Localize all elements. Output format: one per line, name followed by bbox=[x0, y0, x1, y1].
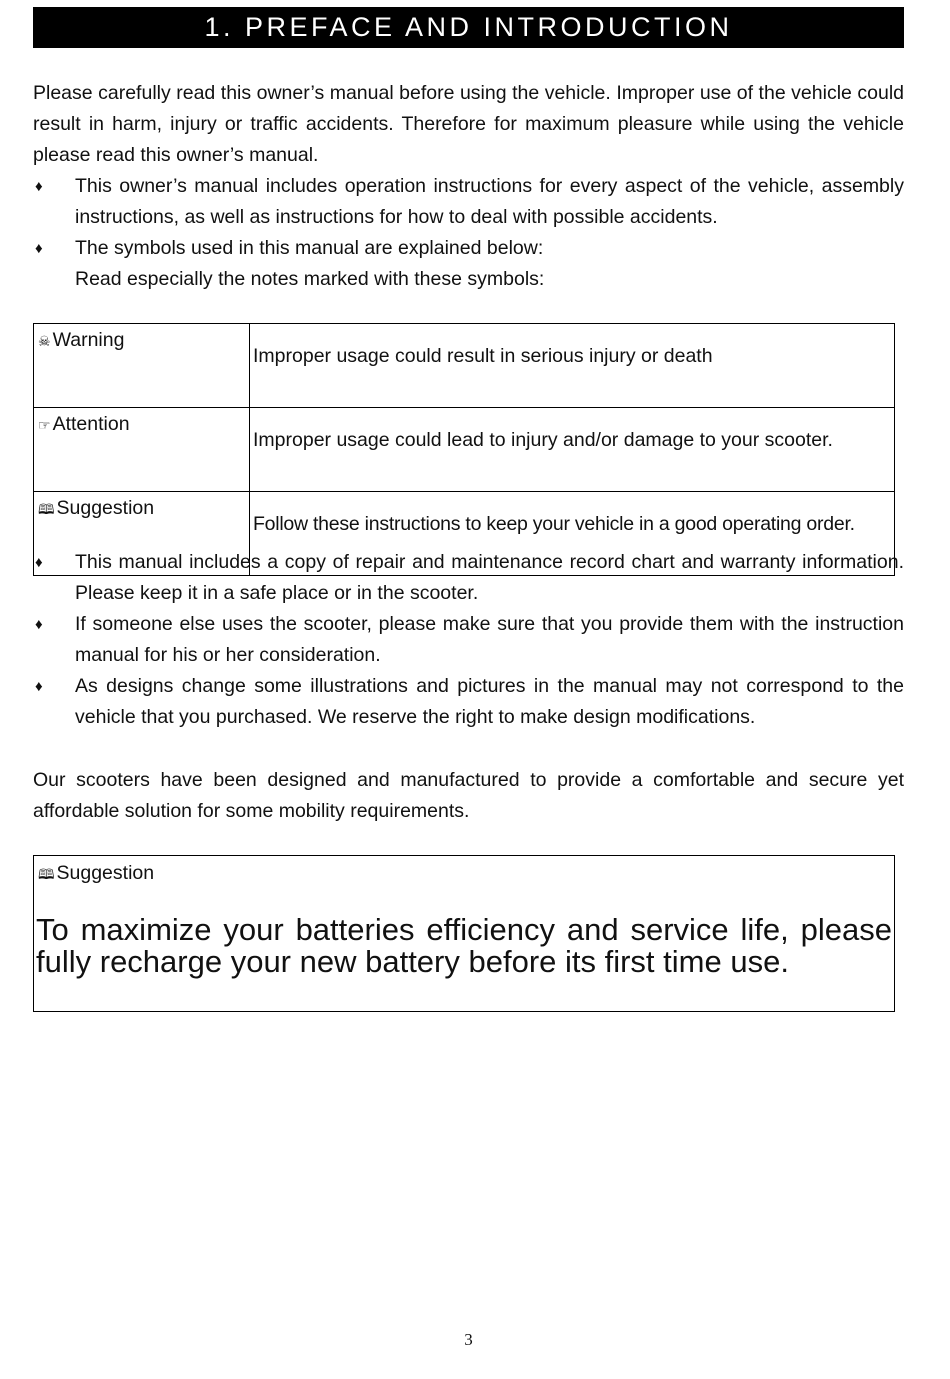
symbols-table bbox=[33, 323, 895, 576]
list-item bbox=[33, 609, 904, 671]
suggestion-box-label: Suggestion bbox=[56, 862, 155, 884]
diamond-bullet-icon: ♦ bbox=[35, 616, 43, 633]
table-row bbox=[34, 408, 895, 492]
symbol-label: Attention bbox=[52, 413, 130, 435]
list-item-text: The symbols used in this manual are explained below: bbox=[75, 237, 544, 259]
skull-warning-icon: ☠ bbox=[38, 333, 51, 349]
suggestion-box-text: To maximize your batteries efficiency and service life, please fully recharge your new battery before its first time use. bbox=[36, 912, 892, 979]
bullet-list-top bbox=[33, 171, 904, 295]
diamond-bullet-icon: ♦ bbox=[35, 240, 43, 257]
page-number: 3 bbox=[464, 1330, 473, 1349]
section-header-bar bbox=[33, 7, 904, 48]
suggestion-box-header bbox=[38, 862, 154, 888]
pointing-hand-icon: ☞ bbox=[38, 417, 51, 433]
bullet-list-bottom bbox=[33, 547, 904, 733]
diamond-bullet-icon: ♦ bbox=[35, 178, 43, 195]
list-item-text: As designs change some illustrations and pictures in the manual may not correspond to the vehicle that you purchased. We reserve the right to make design modifications. bbox=[75, 675, 904, 728]
symbol-name-cell bbox=[34, 324, 250, 408]
list-item-text: This manual includes a copy of repair and maintenance record chart and warranty information. Please keep it in a safe place or in the scooter. bbox=[75, 551, 904, 604]
symbol-description: Improper usage could lead to injury and/or damage to your scooter. bbox=[250, 408, 895, 492]
list-item bbox=[33, 233, 904, 295]
open-book-icon: 🕮 bbox=[38, 501, 55, 517]
list-item bbox=[33, 547, 904, 609]
diamond-bullet-icon: ♦ bbox=[35, 678, 43, 695]
list-item-subtext: Read especially the notes marked with these symbols: bbox=[75, 268, 545, 290]
list-item bbox=[33, 671, 904, 733]
closing-paragraph: Our scooters have been designed and manufactured to provide a comfortable and secure yet affordable solution for some mobility requirements. bbox=[33, 769, 904, 822]
suggestion-box bbox=[33, 855, 895, 1012]
table-row bbox=[34, 324, 895, 408]
symbol-description: Improper usage could result in serious injury or death bbox=[250, 324, 895, 408]
list-item-text: This owner’s manual includes operation instructions for every aspect of the vehicle, assembly instructions, as well as instructions for how to deal with possible accidents. bbox=[75, 175, 904, 228]
symbol-label: Warning bbox=[52, 329, 125, 351]
symbol-label: Suggestion bbox=[56, 497, 155, 519]
list-item-text: If someone else uses the scooter, please make sure that you provide them with the instruction manual for his or her consideration. bbox=[75, 613, 904, 666]
section-title: 1. PREFACE AND INTRODUCTION bbox=[204, 12, 733, 42]
open-book-icon: 🕮 bbox=[38, 866, 55, 882]
list-item bbox=[33, 171, 904, 233]
intro-paragraph: Please carefully read this owner’s manual before using the vehicle. Improper use of the vehicle could result in harm, injury or traffic accidents. Therefore for maximum pleasure while using the vehicle please read this owner’s manual. bbox=[33, 82, 904, 166]
diamond-bullet-icon: ♦ bbox=[35, 554, 43, 571]
symbol-name-cell bbox=[34, 408, 250, 492]
symbol-description: Follow these instructions to keep your vehicle in a good operating order. bbox=[250, 492, 895, 576]
